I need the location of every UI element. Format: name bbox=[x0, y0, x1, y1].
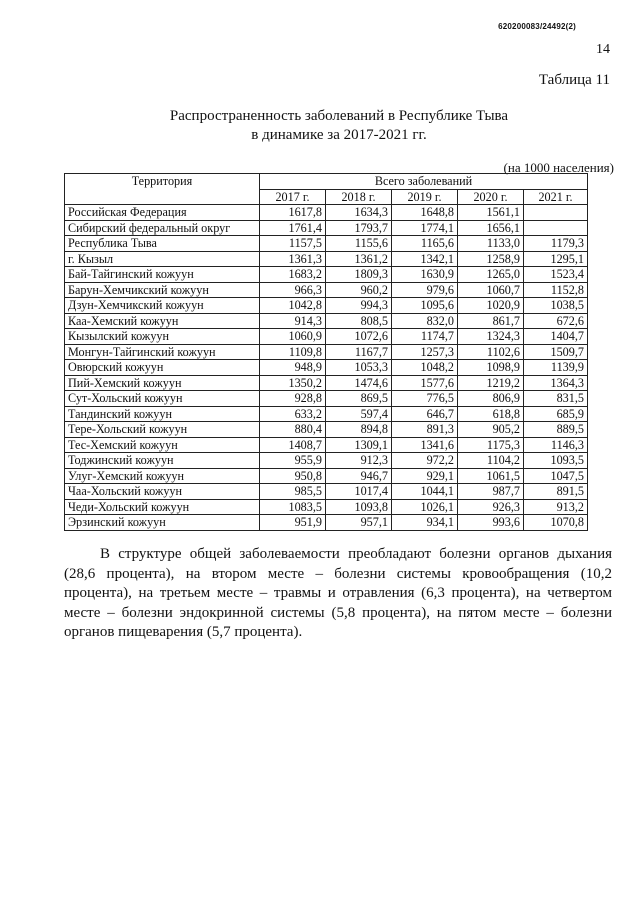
value-cell: 1634,3 bbox=[326, 205, 392, 221]
territory-name: Тере-Хольский кожуун bbox=[65, 422, 260, 438]
value-cell: 1257,3 bbox=[392, 344, 458, 360]
value-cell: 1109,8 bbox=[260, 344, 326, 360]
value-cell: 1017,4 bbox=[326, 484, 392, 500]
territory-name: Тес-Хемский кожуун bbox=[65, 437, 260, 453]
value-cell: 832,0 bbox=[392, 313, 458, 329]
table-row bbox=[65, 437, 588, 453]
value-cell: 1295,1 bbox=[524, 251, 588, 267]
value-cell: 912,3 bbox=[326, 453, 392, 469]
territory-name: Каа-Хемский кожуун bbox=[65, 313, 260, 329]
value-cell: 1630,9 bbox=[392, 267, 458, 283]
table-row bbox=[65, 251, 588, 267]
value-cell: 1047,5 bbox=[524, 468, 588, 484]
table-row bbox=[65, 313, 588, 329]
territory-name: Российская Федерация bbox=[65, 205, 260, 221]
value-cell: 934,1 bbox=[392, 515, 458, 531]
value-cell: 618,8 bbox=[458, 406, 524, 422]
value-cell: 1265,0 bbox=[458, 267, 524, 283]
title-line-1: Распространенность заболеваний в Республике Тыва bbox=[169, 108, 509, 124]
title-line-2: в динамике за 2017-2021 гг. bbox=[251, 127, 427, 143]
table-row bbox=[65, 329, 588, 345]
table-row bbox=[65, 205, 588, 221]
territory-name: г. Кызыл bbox=[65, 251, 260, 267]
territory-name: Чеди-Хольский кожуун bbox=[65, 499, 260, 515]
value-cell: 1048,2 bbox=[392, 360, 458, 376]
value-cell: 1793,7 bbox=[326, 220, 392, 236]
value-cell: 1044,1 bbox=[392, 484, 458, 500]
value-cell: 1474,6 bbox=[326, 375, 392, 391]
value-cell bbox=[524, 205, 588, 221]
value-cell: 1364,3 bbox=[524, 375, 588, 391]
header-total-diseases: Всего заболеваний bbox=[260, 174, 588, 190]
value-cell: 960,2 bbox=[326, 282, 392, 298]
value-cell: 926,3 bbox=[458, 499, 524, 515]
value-cell: 966,3 bbox=[260, 282, 326, 298]
value-cell: 1167,7 bbox=[326, 344, 392, 360]
value-cell: 1083,5 bbox=[260, 499, 326, 515]
table-row bbox=[65, 298, 588, 314]
table-row bbox=[65, 499, 588, 515]
value-cell: 1404,7 bbox=[524, 329, 588, 345]
territory-name: Кызылский кожуун bbox=[65, 329, 260, 345]
table-row bbox=[65, 375, 588, 391]
header-year: 2017 г. bbox=[260, 189, 326, 205]
table-row bbox=[65, 282, 588, 298]
value-cell: 1648,8 bbox=[392, 205, 458, 221]
value-cell: 1342,1 bbox=[392, 251, 458, 267]
value-cell: 1341,6 bbox=[392, 437, 458, 453]
value-cell: 994,3 bbox=[326, 298, 392, 314]
value-cell: 1774,1 bbox=[392, 220, 458, 236]
value-cell: 1093,5 bbox=[524, 453, 588, 469]
table-row bbox=[65, 360, 588, 376]
territory-name: Чаа-Хольский кожуун bbox=[65, 484, 260, 500]
territory-name: Тандинский кожуун bbox=[65, 406, 260, 422]
value-cell: 972,2 bbox=[392, 453, 458, 469]
value-cell: 776,5 bbox=[392, 391, 458, 407]
value-cell: 1098,9 bbox=[458, 360, 524, 376]
territory-name: Пий-Хемский кожуун bbox=[65, 375, 260, 391]
territory-name: Овюрский кожуун bbox=[65, 360, 260, 376]
territory-name: Улуг-Хемский кожуун bbox=[65, 468, 260, 484]
territory-name: Сибирский федеральный округ bbox=[65, 220, 260, 236]
value-cell: 905,2 bbox=[458, 422, 524, 438]
value-cell: 1309,1 bbox=[326, 437, 392, 453]
value-cell: 1102,6 bbox=[458, 344, 524, 360]
value-cell: 1179,3 bbox=[524, 236, 588, 252]
territory-name: Тоджинский кожуун bbox=[65, 453, 260, 469]
value-cell: 880,4 bbox=[260, 422, 326, 438]
value-cell: 951,9 bbox=[260, 515, 326, 531]
value-cell: 808,5 bbox=[326, 313, 392, 329]
table-row bbox=[65, 406, 588, 422]
territory-name: Дзун-Хемчикский кожуун bbox=[65, 298, 260, 314]
value-cell: 1324,3 bbox=[458, 329, 524, 345]
value-cell: 1053,3 bbox=[326, 360, 392, 376]
value-cell: 1408,7 bbox=[260, 437, 326, 453]
value-cell: 1104,2 bbox=[458, 453, 524, 469]
value-cell: 891,5 bbox=[524, 484, 588, 500]
value-cell: 955,9 bbox=[260, 453, 326, 469]
header-year: 2021 г. bbox=[524, 189, 588, 205]
header-territory: Территория bbox=[65, 174, 260, 205]
value-cell: 831,5 bbox=[524, 391, 588, 407]
value-cell: 1020,9 bbox=[458, 298, 524, 314]
value-cell: 1026,1 bbox=[392, 499, 458, 515]
value-cell: 806,9 bbox=[458, 391, 524, 407]
table-row bbox=[65, 453, 588, 469]
value-cell: 889,5 bbox=[524, 422, 588, 438]
value-cell: 913,2 bbox=[524, 499, 588, 515]
value-cell: 1350,2 bbox=[260, 375, 326, 391]
value-cell: 1042,8 bbox=[260, 298, 326, 314]
value-cell: 1139,9 bbox=[524, 360, 588, 376]
value-cell: 985,5 bbox=[260, 484, 326, 500]
document-id: 620200083/24492(2) bbox=[498, 22, 576, 31]
table-label: Таблица 11 bbox=[538, 72, 610, 88]
header-year: 2019 г. bbox=[392, 189, 458, 205]
value-cell: 894,8 bbox=[326, 422, 392, 438]
value-cell: 987,7 bbox=[458, 484, 524, 500]
table-row bbox=[65, 515, 588, 531]
body-paragraph: В структуре общей заболеваемости преобладают болезни органов дыхания (28,6 процента), на втором месте – болезни системы кровообращения (10,2 процента), на третьем месте – травмы и отравления (6,3 процента), на четвертом месте – болезни эндокринной системы (5,8 процента), на пятом месте – болезни органов пищеварения (5,7 процента). bbox=[64, 546, 612, 640]
value-cell: 1061,5 bbox=[458, 468, 524, 484]
value-cell: 1155,6 bbox=[326, 236, 392, 252]
value-cell: 957,1 bbox=[326, 515, 392, 531]
value-cell: 914,3 bbox=[260, 313, 326, 329]
value-cell: 1133,0 bbox=[458, 236, 524, 252]
value-cell: 1258,9 bbox=[458, 251, 524, 267]
value-cell: 1361,2 bbox=[326, 251, 392, 267]
territory-name: Сут-Хольский кожуун bbox=[65, 391, 260, 407]
value-cell: 1617,8 bbox=[260, 205, 326, 221]
table-row bbox=[65, 236, 588, 252]
value-cell: 633,2 bbox=[260, 406, 326, 422]
table-row bbox=[65, 220, 588, 236]
table-row bbox=[65, 468, 588, 484]
value-cell: 1152,8 bbox=[524, 282, 588, 298]
value-cell: 1175,3 bbox=[458, 437, 524, 453]
value-cell: 1761,4 bbox=[260, 220, 326, 236]
value-cell: 946,7 bbox=[326, 468, 392, 484]
table-row bbox=[65, 484, 588, 500]
value-cell: 1060,7 bbox=[458, 282, 524, 298]
unit-note: (на 1000 населения) bbox=[503, 160, 614, 175]
value-cell: 950,8 bbox=[260, 468, 326, 484]
value-cell: 1809,3 bbox=[326, 267, 392, 283]
value-cell: 1157,5 bbox=[260, 236, 326, 252]
value-cell: 1070,8 bbox=[524, 515, 588, 531]
table-row bbox=[65, 267, 588, 283]
value-cell: 929,1 bbox=[392, 468, 458, 484]
territory-name: Монгун-Тайгинский кожуун bbox=[65, 344, 260, 360]
table-row bbox=[65, 422, 588, 438]
value-cell: 1095,6 bbox=[392, 298, 458, 314]
value-cell: 1219,2 bbox=[458, 375, 524, 391]
table-row bbox=[65, 344, 588, 360]
territory-name: Эрзинский кожуун bbox=[65, 515, 260, 531]
territory-name: Республика Тыва bbox=[65, 236, 260, 252]
value-cell: 1656,1 bbox=[458, 220, 524, 236]
morbidity-table bbox=[64, 173, 588, 531]
value-cell: 1683,2 bbox=[260, 267, 326, 283]
value-cell: 869,5 bbox=[326, 391, 392, 407]
value-cell: 1093,8 bbox=[326, 499, 392, 515]
value-cell: 1174,7 bbox=[392, 329, 458, 345]
table-row bbox=[65, 391, 588, 407]
value-cell: 993,6 bbox=[458, 515, 524, 531]
value-cell: 891,3 bbox=[392, 422, 458, 438]
value-cell: 597,4 bbox=[326, 406, 392, 422]
header-year: 2020 г. bbox=[458, 189, 524, 205]
value-cell: 1577,6 bbox=[392, 375, 458, 391]
value-cell: 1146,3 bbox=[524, 437, 588, 453]
value-cell: 1165,6 bbox=[392, 236, 458, 252]
value-cell: 1561,1 bbox=[458, 205, 524, 221]
value-cell: 979,6 bbox=[392, 282, 458, 298]
value-cell: 861,7 bbox=[458, 313, 524, 329]
territory-name: Бай-Тайгинский кожуун bbox=[65, 267, 260, 283]
value-cell: 928,8 bbox=[260, 391, 326, 407]
value-cell: 1060,9 bbox=[260, 329, 326, 345]
territory-name: Барун-Хемчикский кожуун bbox=[65, 282, 260, 298]
header-year: 2018 г. bbox=[326, 189, 392, 205]
table-title bbox=[0, 107, 640, 145]
page-number: 14 bbox=[596, 42, 610, 57]
value-cell: 1038,5 bbox=[524, 298, 588, 314]
value-cell: 1361,3 bbox=[260, 251, 326, 267]
value-cell: 1509,7 bbox=[524, 344, 588, 360]
value-cell: 1072,6 bbox=[326, 329, 392, 345]
value-cell: 685,9 bbox=[524, 406, 588, 422]
value-cell: 948,9 bbox=[260, 360, 326, 376]
value-cell bbox=[524, 220, 588, 236]
value-cell: 646,7 bbox=[392, 406, 458, 422]
value-cell: 672,6 bbox=[524, 313, 588, 329]
value-cell: 1523,4 bbox=[524, 267, 588, 283]
